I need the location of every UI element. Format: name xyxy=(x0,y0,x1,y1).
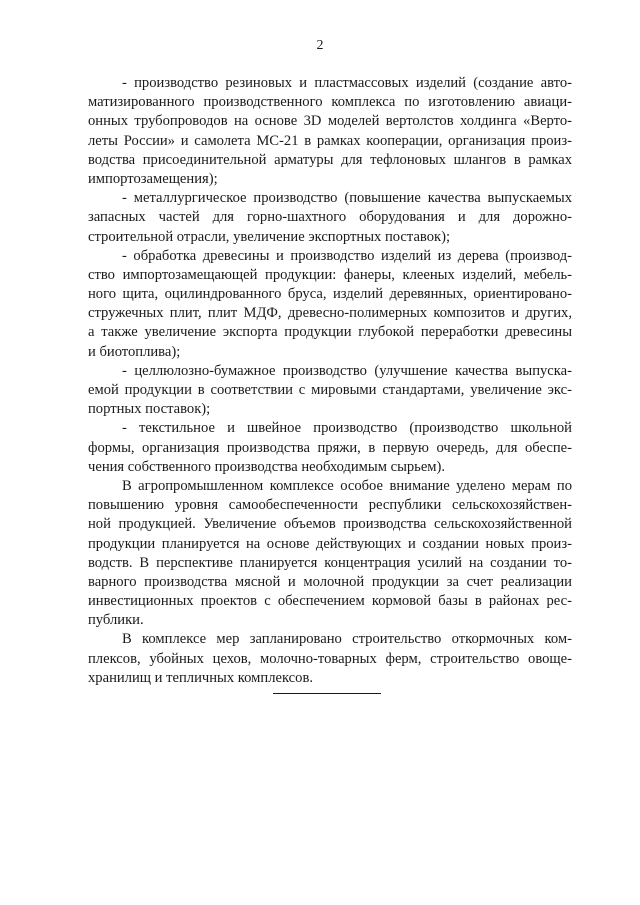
paragraph-rubber-plastics xyxy=(88,74,572,189)
text-line: инвестиционных проектов с обеспечением кормовой базы в районах рес- xyxy=(88,593,572,610)
paragraph-pulp-paper xyxy=(88,362,572,420)
text-line: В агропромышленном комплексе особое внимание уделено мерам по xyxy=(122,477,572,494)
text-line: онных трубопроводов на основе 3D моделей вертолстов холдинга «Верто- xyxy=(88,113,572,130)
text-line: чения собственного производства необходимым сырьем). xyxy=(88,458,446,475)
text-line: публики. xyxy=(88,612,144,629)
text-line: ной продукцией. Увеличение объемов производства сельскохозяйственной xyxy=(88,516,572,533)
text-line: портных поставок); xyxy=(88,401,211,418)
text-line: леты России» и самолета МС-21 в рамках кооперации, организация произ- xyxy=(88,132,572,149)
text-line: емой продукции в соответствии с мировыми стандартами, увеличение экс- xyxy=(88,382,572,398)
text-line: - металлургическое производство (повышение качества выпускаемых xyxy=(122,190,572,207)
text-line: продукции планируется на основе действующих и создании новых произ- xyxy=(88,535,572,552)
page-number: 2 xyxy=(316,38,324,53)
text-line: варного производства мясной и молочной продукции за счет реализации xyxy=(88,573,572,590)
text-line: хранилищ и тепличных комплексов. xyxy=(88,669,313,686)
text-line: и биотоплива); xyxy=(88,343,181,360)
text-line: плексов, убойных цехов, молочно-товарных ферм, строительство овоще- xyxy=(88,650,572,667)
text-line: - производство резиновых и пластмассовых изделий (создание авто- xyxy=(122,75,572,91)
text-line: ство импортозамещающей продукции: фанеры, клееных изделий, мебель- xyxy=(88,266,572,283)
text-line: водств. В перспективе планируется концентрация усилий на создании то- xyxy=(88,554,572,571)
text-line: импортозамещения); xyxy=(88,170,218,187)
paragraph-metallurgy xyxy=(88,189,572,247)
text-line: стружечных плит, плит МДФ, древесно-полимерных композитов и других, xyxy=(88,305,572,322)
text-line: формы, организация производства пряжи, в первую очередь, для обеспе- xyxy=(88,439,572,456)
text-line: запасных частей для горно-шахтного оборудования и для дорожно- xyxy=(88,209,572,226)
text-line: а также увеличение экспорта продукции глубокой переработки древесины xyxy=(88,324,572,341)
end-of-document-rule xyxy=(273,693,381,694)
paragraph-textile xyxy=(88,419,572,477)
text-line: повышению уровня самообеспеченности республики сельскохозяйствен- xyxy=(88,497,572,514)
text-line: ного щита, оцилиндрованного бруса, изделий деревянных, ориентировано- xyxy=(88,286,572,303)
paragraph-woodworking xyxy=(88,247,572,362)
document-body xyxy=(88,74,572,688)
text-line: строительной отрасли, увеличение экспортных поставок); xyxy=(88,228,451,245)
text-line: водства присоединительной арматуры для тефлоновых шлангов в рамках xyxy=(88,151,572,168)
paragraph-agro-industrial xyxy=(88,477,572,631)
text-line: - обработка древесины и производство изделий из дерева (производ- xyxy=(122,247,572,264)
text-line: В комплексе мер запланировано строительство откормочных ком- xyxy=(122,631,572,648)
text-line: - целлюлозно-бумажное производство (улучшение качества выпуска- xyxy=(122,362,572,379)
text-line: - текстильное и швейное производство (производство школьной xyxy=(122,420,572,437)
text-line: матизированного производственного комплекса по изготовлению авиаци- xyxy=(88,94,572,111)
paragraph-construction-measures xyxy=(88,630,572,688)
